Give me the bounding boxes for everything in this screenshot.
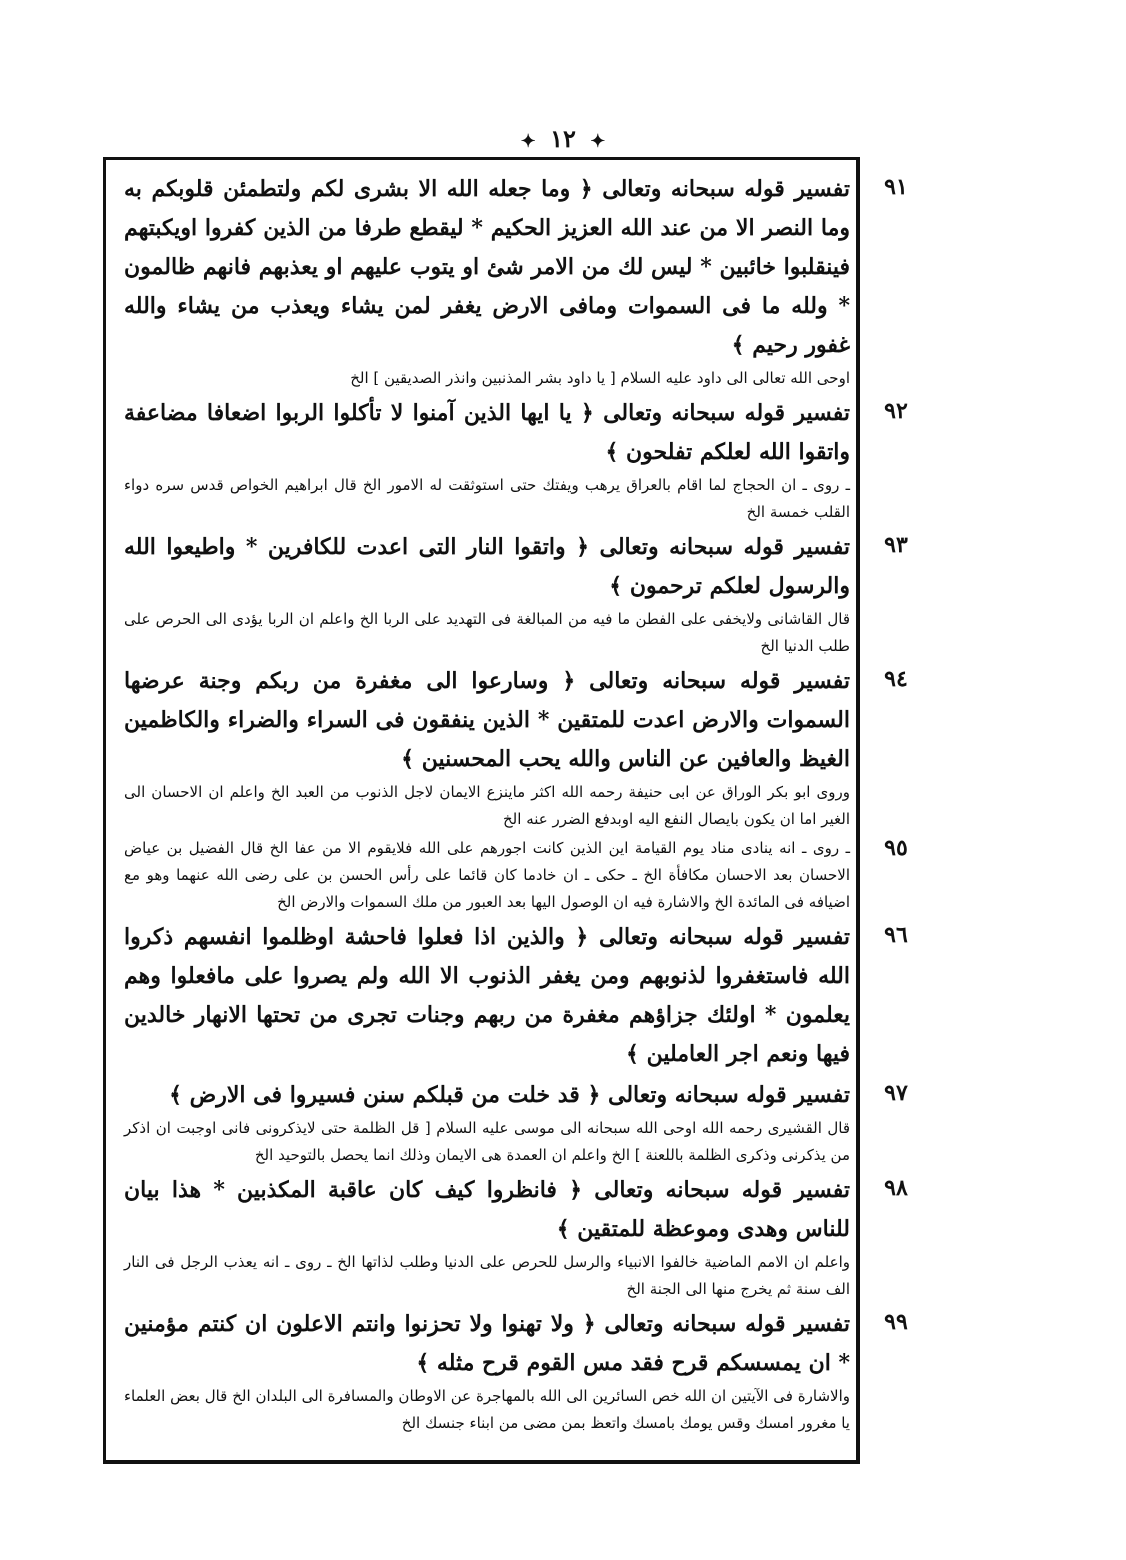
entry-95 — [120, 835, 908, 916]
commentary-text: واعلم ان الامم الماضية خالفوا الانبياء والرسل للحرص على الدنيا وطلب لذاتها الخ ـ روى ـ انه يعذب الرجل فى النار الف سنة ثم يخرج منها الى الجنة الخ — [124, 1253, 850, 1298]
verse-text: تفسير قوله سبحانه وتعالى ﴿ والذين اذا فعلوا فاحشة اوظلموا انفسهم ذكروا الله فاستغفروا لذنوبهم ومن يغفر الذنوب الا الله ولم يصروا على مافعلوا وهم يعلمون * اولئك جزاؤهم مغفرة من ربهم وجنات تجرى من تحتها الانهار خالدين فيها ونعم اجر العاملين ﴾ — [124, 924, 850, 1067]
verse-text: تفسير قوله سبحانه وتعالى ﴿ فانظروا كيف كان عاقبة المكذبين * هذا بيان للناس وهدى وموعظة للمتقين ﴾ — [124, 1177, 850, 1242]
entry-number: ٩١ — [884, 174, 908, 200]
entry-number: ٩٩ — [884, 1309, 908, 1335]
entry-91 — [120, 170, 908, 392]
entry-92 — [120, 394, 908, 526]
entry-number: ٩٢ — [884, 398, 908, 424]
commentary-text: ـ روى ـ ان الحجاج لما اقام بالعراق يرهب ويفتك حتى استوثقت له الامور الخ قال ابراهيم الخواص قدس سره دواء القلب خمسة الخ — [124, 476, 850, 521]
entry-96 — [120, 918, 908, 1074]
entry-number: ٩٤ — [884, 666, 908, 692]
page-number: ١٢ — [550, 124, 576, 153]
page-content — [120, 170, 908, 1437]
ornament-left: ✦ — [520, 131, 536, 152]
commentary-text: والاشارة فى الآيتين ان الله خص السائرين الى الله بالمهاجرة عن الاوطان والمسافرة الى البلدان الخ قال بعض العلماء يا مغرور امسك وقس يومك بامسك واتعظ بمن مضى من ابناء جنسك الخ — [124, 1387, 850, 1432]
entry-98 — [120, 1171, 908, 1303]
verse-text: تفسير قوله سبحانه وتعالى ﴿ واتقوا النار التى اعدت للكافرين * واطيعوا الله والرسول لعلكم ترحمون ﴾ — [124, 534, 850, 599]
verse-text: تفسير قوله سبحانه وتعالى ﴿ وما جعله الله الا بشرى لكم ولتطمئن قلوبكم به وما النصر الا من عند الله العزيز الحكيم * ليقطع طرفا من الذين كفروا اويكبتهم فينقلبوا خائبين * ليس لك من الامر شئ او يتوب عليهم او يعذبهم فانهم ظالمون * ولله ما فى السموات ومافى الارض يغفر لمن يشاء ويعذب من يشاء والله غفور رحيم ﴾ — [124, 176, 850, 358]
entry-number: ٩٨ — [884, 1175, 908, 1201]
verse-text: تفسير قوله سبحانه وتعالى ﴿ ولا تهنوا ولا تحزنوا وانتم الاعلون ان كنتم مؤمنين * ان يمسسكم قرح فقد مس القوم قرح مثله ﴾ — [124, 1311, 850, 1376]
commentary-text: اوحى الله تعالى الى داود عليه السلام [ يا داود بشر المذنبين وانذر الصديقين ] الخ — [350, 369, 850, 387]
commentary-text: ـ روى ـ انه ينادى مناد يوم القيامة اين الذين كانت اجورهم على الله فلايقوم الا من عفا الخ قال الفضيل بن عياض الاحسان بعد الاحسان مكافأة الخ ـ حكى ـ ان خادما كان قائما على رأس الحسن بن على رضى الله عنهما وهو مع اضيافه فى المائدة الخ والاشارة فيه ان الوصول اليها بعد العبور من ملك السموات والارض الخ — [124, 839, 850, 911]
entry-number: ٩٦ — [884, 922, 908, 948]
entry-93 — [120, 528, 908, 660]
commentary-text: قال القاشانى ولايخفى على الفطن ما فيه من المبالغة فى التهديد على الربا الخ واعلم ان الربا يؤدى الى الحرص على طلب الدنيا الخ — [124, 610, 850, 655]
entry-97 — [120, 1076, 908, 1169]
entry-99 — [120, 1305, 908, 1437]
verse-text: تفسير قوله سبحانه وتعالى ﴿ قد خلت من قبلكم سنن فسيروا فى الارض ﴾ — [169, 1082, 850, 1108]
entry-number: ٩٧ — [884, 1080, 908, 1106]
entry-94 — [120, 662, 908, 833]
verse-text: تفسير قوله سبحانه وتعالى ﴿ يا ايها الذين آمنوا لا تأكلوا الربوا اضعافا مضاعفة واتقوا الله لعلكم تفلحون ﴾ — [124, 400, 850, 465]
verse-text: تفسير قوله سبحانه وتعالى ﴿ وسارعوا الى مغفرة من ربكم وجنة عرضها السموات والارض اعدت للمتقين * الذين ينفقون فى السراء والضراء والكاظمين الغيظ والعافين عن الناس والله يحب المحسنين ﴾ — [124, 668, 850, 772]
entry-number: ٩٣ — [884, 532, 908, 558]
commentary-text: قال القشيرى رحمه الله اوحى الله سبحانه الى موسى عليه السلام [ قل الظلمة حتى لايذكرونى فانى اوجبت ان اذكر من يذكرنى وذكرى الظلمة باللعنة ] الخ واعلم ان العمدة هى الايمان وذلك انما يحصل بالتوحيد الخ — [124, 1119, 850, 1164]
commentary-text: وروى ابو بكر الوراق عن ابى حنيفة رحمه الله اكثر ماينزع الايمان لاجل الذنوب من العبد الخ واعلم ان الاحسان الى الغير اما ان يكون بايصال النفع اليه اوبدفع الضرر عنه الخ — [124, 783, 850, 828]
ornament-right: ✦ — [590, 131, 606, 152]
entry-number: ٩٥ — [884, 835, 908, 861]
page-header — [0, 124, 1126, 153]
